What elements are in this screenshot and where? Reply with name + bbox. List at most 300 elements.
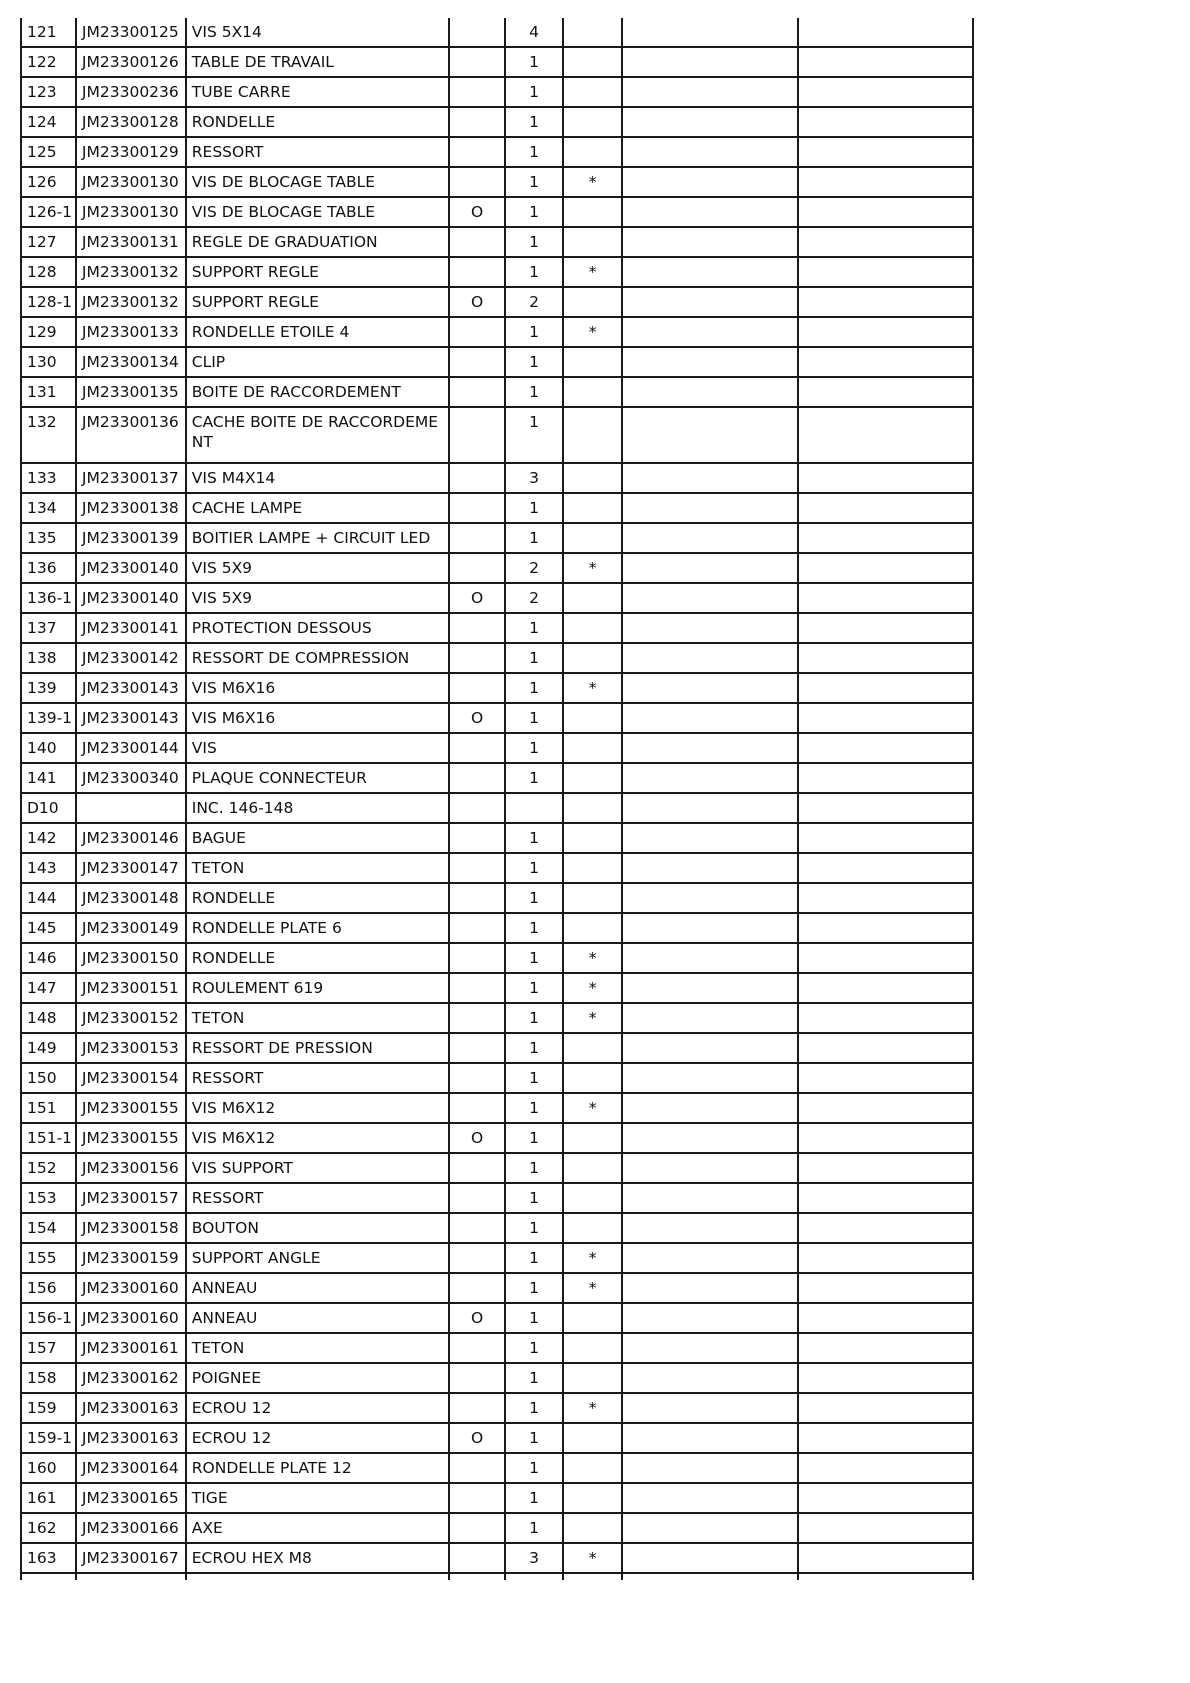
blank-cell — [798, 523, 973, 553]
marker-cell: * — [563, 1393, 622, 1423]
quantity-cell: 1 — [505, 1153, 563, 1183]
reference-cell: JM23300134 — [76, 347, 186, 377]
blank-cell — [622, 673, 798, 703]
marker-cell — [563, 1513, 622, 1543]
marker-cell — [563, 913, 622, 943]
marker-cell — [563, 1063, 622, 1093]
blank-cell — [622, 77, 798, 107]
reference-cell: JM23300131 — [76, 227, 186, 257]
description-cell: PLAQUE CONNECTEUR — [186, 763, 449, 793]
quantity-cell: 1 — [505, 613, 563, 643]
reference-cell: JM23300129 — [76, 137, 186, 167]
blank-cell — [622, 407, 798, 463]
description-cell: BOITE DE RACCORDEMENT — [186, 377, 449, 407]
part-number-cell: 157 — [21, 1333, 76, 1363]
quantity-cell: 1 — [505, 257, 563, 287]
option-cell — [449, 913, 505, 943]
description-cell: RESSORT DE COMPRESSION — [186, 643, 449, 673]
marker-cell — [563, 1213, 622, 1243]
parts-list-table — [20, 18, 974, 1580]
blank-cell — [798, 1003, 973, 1033]
blank-cell — [798, 943, 973, 973]
part-number-cell: 155 — [21, 1243, 76, 1273]
option-cell — [449, 1483, 505, 1513]
blank-cell — [798, 1513, 973, 1543]
blank-cell — [622, 1423, 798, 1453]
part-number-cell: 158 — [21, 1363, 76, 1393]
marker-cell — [563, 1363, 622, 1393]
part-number-cell: 160 — [21, 1453, 76, 1483]
part-number-cell: 146 — [21, 943, 76, 973]
table-row — [21, 167, 973, 197]
blank-cell — [622, 317, 798, 347]
part-number-cell: 156-1 — [21, 1303, 76, 1333]
description-cell: VIS DE BLOCAGE TABLE — [186, 167, 449, 197]
option-cell — [449, 1183, 505, 1213]
marker-cell — [563, 18, 622, 47]
marker-cell — [563, 47, 622, 77]
blank-cell — [622, 1183, 798, 1213]
blank-cell — [798, 257, 973, 287]
reference-cell: JM23300160 — [76, 1273, 186, 1303]
blank-cell — [622, 1573, 798, 1580]
blank-cell — [622, 703, 798, 733]
part-number-cell: 159-1 — [21, 1423, 76, 1453]
table-row — [21, 523, 973, 553]
part-number-cell: 152 — [21, 1153, 76, 1183]
part-number-cell: 163 — [21, 1543, 76, 1573]
option-cell — [449, 1243, 505, 1273]
marker-cell — [563, 1423, 622, 1453]
quantity-cell: 1 — [505, 1033, 563, 1063]
blank-cell — [622, 643, 798, 673]
table-row — [21, 227, 973, 257]
marker-cell — [563, 793, 622, 823]
marker-cell: * — [563, 257, 622, 287]
reference-cell: JM23300130 — [76, 197, 186, 227]
reference-cell: JM23300153 — [76, 1033, 186, 1063]
part-number-cell: 128-1 — [21, 287, 76, 317]
reference-cell: JM23300149 — [76, 913, 186, 943]
part-number-cell: 161 — [21, 1483, 76, 1513]
description-cell: SUPPORT ANGLE — [186, 1243, 449, 1273]
marker-cell: * — [563, 553, 622, 583]
part-number-cell: 137 — [21, 613, 76, 643]
option-cell — [449, 853, 505, 883]
table-row — [21, 317, 973, 347]
marker-cell — [563, 883, 622, 913]
blank-cell — [622, 1333, 798, 1363]
option-cell — [449, 1213, 505, 1243]
part-number-cell: 162 — [21, 1513, 76, 1543]
blank-cell — [798, 643, 973, 673]
part-number-cell: 136 — [21, 553, 76, 583]
blank-cell — [622, 1153, 798, 1183]
part-number-cell: 131 — [21, 377, 76, 407]
part-number-cell: 132 — [21, 407, 76, 463]
blank-cell — [622, 793, 798, 823]
blank-cell — [798, 1093, 973, 1123]
blank-cell — [798, 1243, 973, 1273]
blank-cell — [622, 257, 798, 287]
marker-cell — [563, 763, 622, 793]
quantity-cell: 1 — [505, 1363, 563, 1393]
option-cell — [449, 1543, 505, 1573]
description-cell: CACHE LAMPE — [186, 493, 449, 523]
table-row — [21, 197, 973, 227]
description-cell: RONDELLE — [186, 107, 449, 137]
description-cell: CLIP — [186, 347, 449, 377]
reference-cell: JM23300155 — [76, 1093, 186, 1123]
blank-cell — [622, 377, 798, 407]
table-row — [21, 1483, 973, 1513]
reference-cell: JM23300162 — [76, 1363, 186, 1393]
description-cell: TIGE — [186, 1483, 449, 1513]
quantity-cell: 1 — [505, 1243, 563, 1273]
blank-cell — [622, 583, 798, 613]
table-row — [21, 1513, 973, 1543]
blank-cell — [798, 463, 973, 493]
blank-cell — [798, 913, 973, 943]
description-cell: VIS SUPPORT — [186, 1153, 449, 1183]
blank-cell — [622, 823, 798, 853]
reference-cell: JM23300156 — [76, 1153, 186, 1183]
blank-cell — [622, 137, 798, 167]
option-cell — [449, 553, 505, 583]
blank-cell — [622, 523, 798, 553]
reference-cell: JM23300132 — [76, 257, 186, 287]
marker-cell — [563, 733, 622, 763]
part-number-cell: 151-1 — [21, 1123, 76, 1153]
table-row — [21, 883, 973, 913]
table-row — [21, 407, 973, 463]
blank-cell — [622, 853, 798, 883]
description-cell: PROTECTION DESSOUS — [186, 613, 449, 643]
marker-cell: * — [563, 1093, 622, 1123]
blank-cell — [622, 1393, 798, 1423]
part-number-cell: 133 — [21, 463, 76, 493]
blank-cell — [622, 1273, 798, 1303]
table-row — [21, 1153, 973, 1183]
quantity-cell: 2 — [505, 287, 563, 317]
description-cell: ECROU 12 — [186, 1423, 449, 1453]
option-cell: O — [449, 583, 505, 613]
description-cell: VIS — [186, 733, 449, 763]
option-cell — [449, 883, 505, 913]
table-row — [21, 733, 973, 763]
option-cell — [449, 643, 505, 673]
table-row — [21, 1363, 973, 1393]
blank-cell — [622, 1243, 798, 1273]
table-row — [21, 1393, 973, 1423]
option-cell — [449, 317, 505, 347]
blank-cell — [622, 47, 798, 77]
blank-cell — [798, 1303, 973, 1333]
reference-cell: JM23300133 — [76, 317, 186, 347]
option-cell: O — [449, 197, 505, 227]
part-number-cell: 143 — [21, 853, 76, 883]
table-row — [21, 77, 973, 107]
quantity-cell: 1 — [505, 973, 563, 1003]
description-cell: RESSORT — [186, 1183, 449, 1213]
description-cell: VIS DE BLOCAGE TABLE — [186, 197, 449, 227]
description-cell: REGLE DE GRADUATION — [186, 227, 449, 257]
quantity-cell: 1 — [505, 1303, 563, 1333]
option-cell — [449, 1333, 505, 1363]
description-cell: BOUTON — [186, 1213, 449, 1243]
option-cell — [449, 107, 505, 137]
reference-cell: JM23300128 — [76, 107, 186, 137]
reference-cell: JM23300160 — [76, 1303, 186, 1333]
table-row — [21, 18, 973, 47]
option-cell — [449, 227, 505, 257]
blank-cell — [622, 197, 798, 227]
description-cell: VIS 5X9 — [186, 553, 449, 583]
part-number-cell: 127 — [21, 227, 76, 257]
quantity-cell: 1 — [505, 1393, 563, 1423]
option-cell — [449, 673, 505, 703]
blank-cell — [798, 973, 973, 1003]
part-number-cell: 135 — [21, 523, 76, 553]
blank-cell — [798, 197, 973, 227]
quantity-cell: 1 — [505, 317, 563, 347]
blank-cell — [798, 703, 973, 733]
option-cell — [449, 523, 505, 553]
part-number-cell: 142 — [21, 823, 76, 853]
blank-cell — [798, 793, 973, 823]
reference-cell: JM23300146 — [76, 823, 186, 853]
part-number-cell: 140 — [21, 733, 76, 763]
option-cell — [449, 18, 505, 47]
part-number-cell: 148 — [21, 1003, 76, 1033]
reference-cell: JM23300142 — [76, 643, 186, 673]
option-cell: O — [449, 1303, 505, 1333]
quantity-cell: 1 — [505, 883, 563, 913]
table-row — [21, 257, 973, 287]
quantity-cell: 1 — [505, 1093, 563, 1123]
quantity-cell: 1 — [505, 47, 563, 77]
description-cell: RONDELLE — [186, 883, 449, 913]
reference-cell: JM23300163 — [76, 1423, 186, 1453]
description-cell: BAGUE — [186, 823, 449, 853]
table-row — [21, 1063, 973, 1093]
description-cell: VIS 5X9 — [186, 583, 449, 613]
marker-cell — [563, 493, 622, 523]
quantity-cell: 1 — [505, 763, 563, 793]
description-cell: RONDELLE ETOILE 4 — [186, 317, 449, 347]
option-cell — [449, 377, 505, 407]
blank-cell — [798, 553, 973, 583]
reference-cell: JM23300152 — [76, 1003, 186, 1033]
part-number-cell: 139-1 — [21, 703, 76, 733]
reference-cell: JM23300165 — [76, 1483, 186, 1513]
reference-cell: JM23300147 — [76, 853, 186, 883]
option-cell — [449, 493, 505, 523]
part-number-cell: D10 — [21, 793, 76, 823]
part-number-cell: 150 — [21, 1063, 76, 1093]
blank-cell — [622, 733, 798, 763]
blank-cell — [622, 883, 798, 913]
option-cell — [449, 973, 505, 1003]
marker-cell — [563, 613, 622, 643]
marker-cell — [563, 107, 622, 137]
quantity-cell: 2 — [505, 553, 563, 583]
part-number-cell: 130 — [21, 347, 76, 377]
option-cell: O — [449, 1423, 505, 1453]
marker-cell: * — [563, 167, 622, 197]
description-cell: SUPPORT REGLE — [186, 257, 449, 287]
description-cell: RESSORT DE PRESSION — [186, 1033, 449, 1063]
reference-cell: JM23300136 — [76, 407, 186, 463]
marker-cell — [563, 377, 622, 407]
blank-cell — [798, 1393, 973, 1423]
option-cell — [449, 1033, 505, 1063]
blank-cell — [798, 1423, 973, 1453]
quantity-cell: 1 — [505, 703, 563, 733]
table-row — [21, 853, 973, 883]
part-number-cell: 144 — [21, 883, 76, 913]
reference-cell: JM23300158 — [76, 1213, 186, 1243]
blank-cell — [798, 107, 973, 137]
part-number-cell: 134 — [21, 493, 76, 523]
description-cell: VIS M6X12 — [186, 1093, 449, 1123]
option-cell — [449, 167, 505, 197]
option-cell — [449, 943, 505, 973]
reference-cell: JM23300132 — [76, 287, 186, 317]
blank-cell — [622, 347, 798, 377]
part-number-cell: 123 — [21, 77, 76, 107]
quantity-cell: 1 — [505, 1183, 563, 1213]
part-number-cell: 156 — [21, 1273, 76, 1303]
blank-cell — [622, 463, 798, 493]
quantity-cell: 1 — [505, 1423, 563, 1453]
marker-cell — [563, 1123, 622, 1153]
part-number-cell: 147 — [21, 973, 76, 1003]
part-number-cell: 121 — [21, 18, 76, 47]
blank-cell — [798, 1273, 973, 1303]
table-row — [21, 673, 973, 703]
marker-cell — [563, 197, 622, 227]
description-cell: TABLE DE TRAVAIL — [186, 47, 449, 77]
description-cell: RONDELLE PLATE 6 — [186, 913, 449, 943]
marker-cell — [563, 823, 622, 853]
reference-cell: JM23300141 — [76, 613, 186, 643]
blank-cell — [622, 553, 798, 583]
option-cell — [449, 347, 505, 377]
part-number-cell: 122 — [21, 47, 76, 77]
marker-cell — [563, 853, 622, 883]
blank-cell — [622, 613, 798, 643]
option-cell: O — [449, 287, 505, 317]
reference-cell: JM23300126 — [76, 47, 186, 77]
option-cell — [449, 137, 505, 167]
reference-cell: JM23300143 — [76, 703, 186, 733]
reference-cell: JM23300236 — [76, 77, 186, 107]
quantity-cell: 1 — [505, 1513, 563, 1543]
reference-cell: JM23300130 — [76, 167, 186, 197]
reference-cell: JM23300144 — [76, 733, 186, 763]
reference-cell: JM23300155 — [76, 1123, 186, 1153]
blank-cell — [622, 493, 798, 523]
quantity-cell: 1 — [505, 1063, 563, 1093]
blank-cell — [798, 613, 973, 643]
quantity-cell: 1 — [505, 377, 563, 407]
blank-cell — [622, 227, 798, 257]
table-row-cutoff — [21, 1573, 973, 1580]
marker-cell — [563, 1153, 622, 1183]
blank-cell — [798, 1573, 973, 1580]
marker-cell — [563, 1033, 622, 1063]
reference-cell: JM23300138 — [76, 493, 186, 523]
table-row — [21, 1003, 973, 1033]
table-row — [21, 763, 973, 793]
blank-cell — [76, 1573, 186, 1580]
table-row — [21, 1243, 973, 1273]
marker-cell — [563, 137, 622, 167]
parts-table-body — [21, 18, 973, 1580]
table-row — [21, 493, 973, 523]
description-cell: TETON — [186, 1333, 449, 1363]
table-row — [21, 1123, 973, 1153]
blank-cell — [798, 1153, 973, 1183]
marker-cell: * — [563, 943, 622, 973]
table-row — [21, 1213, 973, 1243]
reference-cell: JM23300157 — [76, 1183, 186, 1213]
table-row — [21, 47, 973, 77]
option-cell — [449, 77, 505, 107]
quantity-cell: 1 — [505, 673, 563, 703]
reference-cell: JM23300340 — [76, 763, 186, 793]
quantity-cell: 1 — [505, 733, 563, 763]
option-cell — [449, 463, 505, 493]
quantity-cell: 1 — [505, 943, 563, 973]
description-cell: BOITIER LAMPE + CIRCUIT LED — [186, 523, 449, 553]
part-number-cell: 151 — [21, 1093, 76, 1123]
blank-cell — [798, 1183, 973, 1213]
blank-cell — [622, 107, 798, 137]
blank-cell — [798, 407, 973, 463]
blank-cell — [622, 763, 798, 793]
description-cell: TUBE CARRE — [186, 77, 449, 107]
description-cell: ANNEAU — [186, 1273, 449, 1303]
marker-cell — [563, 523, 622, 553]
quantity-cell: 4 — [505, 18, 563, 47]
blank-cell — [622, 943, 798, 973]
option-cell: O — [449, 703, 505, 733]
description-cell: VIS M6X12 — [186, 1123, 449, 1153]
part-number-cell: 125 — [21, 137, 76, 167]
blank-cell — [622, 1303, 798, 1333]
blank-cell — [563, 1573, 622, 1580]
option-cell — [449, 1453, 505, 1483]
marker-cell — [563, 1183, 622, 1213]
marker-cell — [563, 1303, 622, 1333]
table-row — [21, 347, 973, 377]
blank-cell — [798, 167, 973, 197]
option-cell — [449, 1513, 505, 1543]
blank-cell — [798, 287, 973, 317]
blank-cell — [798, 347, 973, 377]
description-cell: CACHE BOITE DE RACCORDEMENT — [186, 407, 449, 463]
blank-cell — [798, 1333, 973, 1363]
quantity-cell: 1 — [505, 493, 563, 523]
reference-cell: JM23300140 — [76, 553, 186, 583]
blank-cell — [798, 1063, 973, 1093]
description-cell: ANNEAU — [186, 1303, 449, 1333]
table-row — [21, 287, 973, 317]
part-number-cell: 124 — [21, 107, 76, 137]
option-cell — [449, 733, 505, 763]
